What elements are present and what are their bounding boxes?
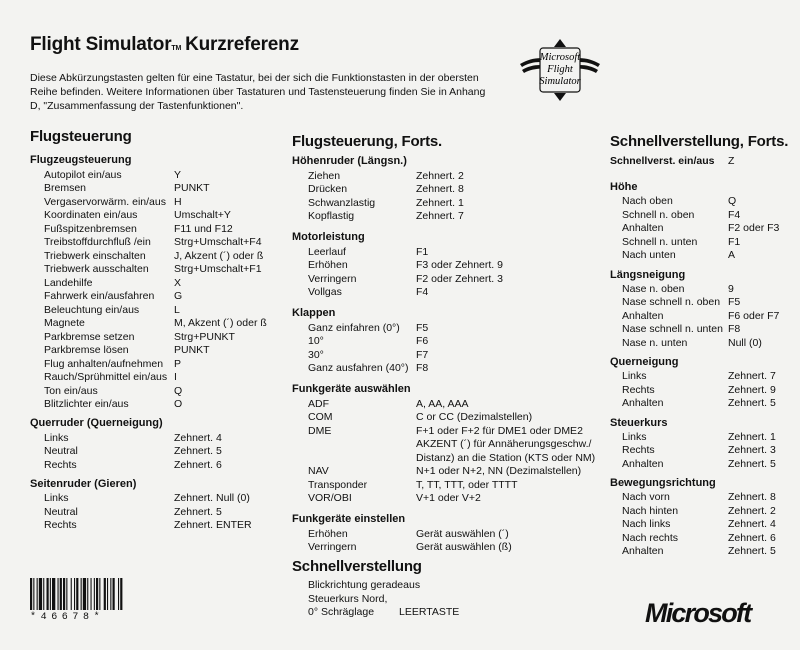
- function-label: Ziehen: [308, 169, 341, 182]
- key-shortcut: Strg+Umschalt+F4: [174, 236, 262, 248]
- barcode-bar: [91, 578, 92, 610]
- key-row: [610, 518, 795, 532]
- function-label: Anhalten: [622, 309, 664, 322]
- function-label: Nach hinten: [622, 504, 679, 517]
- function-label: Steuerkurs Nord,: [308, 592, 388, 605]
- key-row: [610, 397, 795, 411]
- key-shortcut: I: [174, 371, 177, 383]
- intro-text: [30, 71, 500, 113]
- function-label: VOR/OBI: [308, 492, 352, 504]
- key-shortcut: Zehnert. 7: [416, 210, 464, 222]
- function-label: Vollgas: [308, 286, 342, 298]
- function-label: Nach unten: [622, 249, 676, 261]
- barcode-bar: [81, 578, 82, 610]
- key-row: [30, 519, 285, 533]
- key-shortcut: F+1 oder F+2 für DME1 oder DME2: [416, 424, 583, 437]
- key-shortcut: Zehnert. 5: [174, 505, 222, 518]
- key-row: [292, 579, 610, 593]
- function-label: Verringern: [308, 541, 357, 553]
- key-row: [30, 385, 285, 399]
- function-label: Links: [622, 370, 647, 382]
- section-heading: Funkgeräte auswählen: [292, 383, 411, 395]
- barcode-bar: [39, 578, 42, 610]
- barcode-bar: [107, 578, 108, 610]
- key-row: [30, 304, 285, 318]
- key-shortcut: 9: [728, 282, 734, 295]
- barcode-bar: [96, 578, 98, 610]
- function-label: Links: [622, 430, 647, 443]
- key-shortcut: Zehnert. 4: [728, 518, 776, 530]
- key-row: [30, 459, 285, 473]
- intro-line: Reihe befinden. Weitere Informationen über Tastaturen und Tastensteuerung finden Sie in Anhang: [30, 86, 486, 98]
- function-label: Nach oben: [622, 195, 673, 207]
- logo-line-2: Flight: [547, 64, 573, 75]
- key-shortcut: F3 oder Zehnert. 9: [416, 259, 503, 271]
- key-shortcut: F2 oder F3: [728, 222, 780, 234]
- function-label: Parkbremse lösen: [44, 344, 129, 356]
- barcode-number: *46678*: [30, 612, 105, 623]
- function-label: Nase schnell n. oben: [622, 296, 721, 308]
- key-shortcut: F8: [416, 362, 429, 374]
- function-label: Nase n. oben: [622, 282, 685, 295]
- key-row: [292, 398, 610, 412]
- function-label: Rechts: [44, 458, 77, 471]
- key-shortcut: Zehnert. 5: [728, 545, 776, 557]
- barcode-bar: [52, 578, 55, 610]
- section-heading: Funkgeräte einstellen: [292, 513, 406, 525]
- function-label: Nach links: [622, 518, 671, 530]
- key-shortcut: X: [174, 276, 182, 289]
- key-row: [30, 209, 285, 223]
- key-row: [292, 259, 610, 273]
- key-shortcut: Zehnert. 5: [728, 397, 776, 409]
- function-label: 30°: [308, 348, 324, 361]
- key-row: [30, 506, 285, 520]
- barcode-bar: [66, 578, 67, 610]
- key-shortcut: H: [174, 195, 182, 208]
- barcode-bar: [120, 578, 122, 610]
- key-shortcut: T, TT, TTT, oder TTTT: [416, 478, 518, 491]
- key-row: [30, 331, 285, 345]
- barcode: [30, 578, 160, 610]
- function-label: Koordinaten ein/aus: [44, 209, 138, 221]
- key-shortcut: F4: [728, 208, 741, 221]
- key-shortcut: PUNKT: [174, 182, 210, 194]
- function-label: 10°: [308, 335, 324, 347]
- key-row: [30, 196, 285, 210]
- key-shortcut: M, Akzent (´) oder ß: [174, 317, 267, 329]
- key-shortcut: Zehnert. 8: [728, 491, 776, 503]
- key-row: [292, 606, 610, 620]
- barcode-bar: [63, 578, 65, 610]
- barcode-bar: [74, 578, 75, 610]
- column-heading: Flugsteuerung: [30, 128, 132, 145]
- function-label: Schnellverst. ein/aus: [610, 155, 715, 167]
- barcode-bar: [76, 578, 78, 610]
- key-shortcut: Zehnert. 2: [416, 169, 464, 182]
- function-label: Links: [44, 431, 69, 444]
- key-row: [292, 438, 610, 452]
- logo-line-3: Simulator: [539, 76, 581, 87]
- function-label: Neutral: [44, 505, 78, 518]
- trademark-mark: TM: [171, 45, 182, 52]
- key-shortcut: Zehnert. 4: [174, 431, 222, 444]
- key-shortcut: Zehnert. 2: [728, 504, 776, 517]
- key-row: [610, 337, 795, 351]
- function-label: Transponder: [308, 478, 368, 491]
- key-shortcut: Zehnert. 1: [416, 196, 464, 209]
- intro-line: D, "Zusammenfassung der Tastenfunktionen".: [30, 100, 244, 112]
- key-shortcut: Zehnert. 5: [728, 457, 776, 470]
- key-shortcut: PUNKT: [174, 344, 210, 356]
- key-row: [610, 195, 795, 209]
- key-shortcut: Zehnert. 5: [174, 445, 222, 457]
- key-shortcut: A, AA, AAA: [416, 397, 469, 410]
- function-label: Schnell n. unten: [622, 235, 698, 248]
- key-row: [610, 532, 795, 546]
- key-row: [610, 458, 795, 472]
- key-shortcut: Zehnert. 3: [728, 444, 776, 456]
- key-row: [292, 593, 610, 607]
- key-row: [610, 209, 795, 223]
- barcode-bar: [71, 578, 72, 610]
- key-row: [610, 384, 795, 398]
- key-shortcut: Distanz) an die Station (KTS oder NM): [416, 451, 596, 464]
- section-heading: Seitenruder (Gieren): [30, 477, 137, 490]
- section-heading: Höhenruder (Längsn.): [292, 155, 407, 167]
- key-row: [610, 491, 795, 505]
- key-shortcut: C or CC (Dezimalstellen): [416, 411, 533, 423]
- function-label: Neutral: [44, 445, 78, 457]
- function-label: Magnete: [44, 317, 85, 329]
- function-label: NAV: [308, 465, 329, 477]
- key-row: [610, 249, 795, 263]
- subsection-heading: Schnellverstellung: [292, 558, 422, 575]
- section-heading: Querruder (Querneigung): [30, 417, 163, 429]
- key-shortcut: Y: [174, 168, 182, 181]
- key-row: [30, 182, 285, 196]
- function-label: Beleuchtung ein/aus: [44, 303, 140, 316]
- function-label: Landehilfe: [44, 276, 93, 289]
- key-row: [30, 223, 285, 237]
- function-label: Ton ein/aus: [44, 384, 98, 397]
- key-shortcut: Zehnert. 9: [728, 383, 776, 396]
- function-label: Triebwerk einschalten: [44, 249, 146, 262]
- key-shortcut: Zehnert. 6: [728, 531, 776, 544]
- key-shortcut: V+1 oder V+2: [416, 492, 481, 504]
- function-label: Nase schnell n. unten: [622, 323, 723, 335]
- section-heading: Motorleistung: [292, 231, 365, 243]
- key-shortcut: F1: [728, 235, 741, 248]
- key-shortcut: AKZENT (´) für Annäherungsgeschw./: [416, 438, 592, 450]
- key-row: [292, 452, 610, 466]
- key-row: [30, 358, 285, 372]
- key-row: [292, 479, 610, 493]
- intro-line: Diese Abkürzungstasten gelten für eine Tastatur, bei der sich die Funktionstasten in der obersten: [30, 72, 479, 84]
- key-shortcut: LEERTASTE: [399, 606, 460, 618]
- key-shortcut: Null (0): [728, 336, 762, 349]
- barcode-bar: [110, 578, 111, 610]
- key-shortcut: F1: [416, 245, 429, 258]
- key-row: [292, 465, 610, 479]
- key-row: [610, 505, 795, 519]
- function-label: Triebwerk ausschalten: [44, 263, 149, 275]
- key-shortcut: F6: [416, 335, 429, 347]
- key-row: [292, 541, 610, 555]
- function-label: Anhalten: [622, 545, 664, 557]
- key-shortcut: L: [174, 303, 180, 316]
- barcode-bar: [118, 578, 119, 610]
- key-row: [610, 296, 795, 310]
- function-label: 0° Schräglage: [308, 606, 375, 618]
- barcode-bar: [83, 578, 86, 610]
- key-shortcut: Gerät auswählen (´): [416, 527, 509, 540]
- key-row: [292, 246, 610, 260]
- key-row: [292, 425, 610, 439]
- barcode-bar: [30, 578, 32, 610]
- barcode-bar: [99, 578, 100, 610]
- function-label: Anhalten: [622, 397, 664, 409]
- key-shortcut: Zehnert. 8: [416, 183, 464, 195]
- barcode-bar: [50, 578, 51, 610]
- function-label: DME: [308, 424, 332, 437]
- key-shortcut: A: [728, 249, 736, 261]
- barcode-bar: [87, 578, 88, 610]
- key-row: [30, 432, 285, 446]
- function-label: Blitzlichter ein/aus: [44, 398, 129, 410]
- key-row: [610, 283, 795, 297]
- key-shortcut: F5: [416, 321, 429, 334]
- key-shortcut: Zehnert. ENTER: [174, 519, 252, 531]
- key-row: [292, 349, 610, 363]
- function-label: Parkbremse setzen: [44, 330, 135, 343]
- key-shortcut: Q: [728, 195, 737, 207]
- key-row: [292, 170, 610, 184]
- barcode-bar: [60, 578, 62, 610]
- key-shortcut: N+1 oder N+2, NN (Dezimalstellen): [416, 465, 582, 477]
- key-row: [610, 222, 795, 236]
- page-title: [30, 34, 299, 56]
- key-row: [292, 183, 610, 197]
- function-label: Rechts: [44, 519, 77, 531]
- key-shortcut: P: [174, 357, 182, 370]
- function-label: Bremsen: [44, 182, 87, 194]
- key-row: [30, 398, 285, 412]
- barcode-bar: [37, 578, 38, 610]
- key-row: [292, 528, 610, 542]
- key-shortcut: Gerät auswählen (ß): [416, 541, 512, 553]
- function-label: Erhöhen: [308, 259, 348, 271]
- microsoft-logo: Microsoft: [645, 598, 751, 628]
- key-row: [610, 444, 795, 458]
- key-shortcut: Strg+PUNKT: [174, 330, 235, 343]
- barcode-bar: [58, 578, 59, 610]
- function-label: Flug anhalten/aufnehmen: [44, 357, 164, 370]
- function-label: Schwanzlastig: [308, 196, 376, 209]
- key-row: [30, 263, 285, 277]
- barcode-bar: [33, 578, 34, 610]
- function-label: Anhalten: [622, 457, 664, 470]
- key-row: [292, 197, 610, 211]
- section-heading: Höhe: [610, 181, 638, 193]
- function-label: Erhöhen: [308, 527, 348, 540]
- flight-simulator-logo: [518, 38, 602, 102]
- barcode-bar: [104, 578, 106, 610]
- key-row: [610, 545, 795, 559]
- key-row: [30, 445, 285, 459]
- key-shortcut: J, Akzent (´) oder ß: [174, 249, 264, 262]
- key-row: [610, 236, 795, 250]
- function-label: Rauch/Sprühmittel ein/aus: [44, 371, 168, 383]
- key-row: [292, 362, 610, 376]
- function-label: Schnell n. oben: [622, 208, 695, 221]
- key-shortcut: Strg+Umschalt+F1: [174, 263, 262, 275]
- title-subtitle: Kurzreferenz: [185, 34, 299, 55]
- key-row: [292, 273, 610, 287]
- key-shortcut: F4: [416, 286, 429, 298]
- key-shortcut: F2 oder Zehnert. 3: [416, 272, 503, 285]
- key-shortcut: O: [174, 398, 183, 410]
- key-shortcut: F5: [728, 296, 741, 308]
- key-shortcut: Zehnert. 1: [728, 430, 776, 443]
- column-heading: Flugsteuerung, Forts.: [292, 133, 442, 150]
- key-row: [30, 371, 285, 385]
- key-shortcut: Zehnert. 7: [728, 370, 776, 382]
- key-row: [610, 323, 795, 337]
- key-row: [610, 370, 795, 384]
- function-label: Verringern: [308, 272, 357, 285]
- key-row: [292, 286, 610, 300]
- function-label: Nase n. unten: [622, 336, 688, 349]
- section-heading: Steuerkurs: [610, 416, 668, 429]
- function-label: Ganz einfahren (0°): [308, 321, 400, 334]
- function-label: Autopilot ein/aus: [44, 168, 122, 181]
- key-row: [30, 344, 285, 358]
- function-label: Rechts: [622, 444, 655, 456]
- key-row: [610, 155, 795, 169]
- key-shortcut: Umschalt+Y: [174, 209, 231, 221]
- function-label: Nach rechts: [622, 531, 679, 544]
- barcode-bar: [94, 578, 95, 610]
- key-shortcut: G: [174, 290, 183, 302]
- key-shortcut: Zehnert. Null (0): [174, 492, 250, 504]
- section-heading: Bewegungsrichtung: [610, 477, 716, 489]
- function-label: Drücken: [308, 183, 348, 195]
- function-label: Rechts: [622, 383, 655, 396]
- key-row: [292, 411, 610, 425]
- barcode-bar: [47, 578, 49, 610]
- key-row: [30, 492, 285, 506]
- title-product: Flight Simulator: [30, 34, 172, 55]
- key-row: [30, 317, 285, 331]
- key-shortcut: F11 und F12: [174, 222, 233, 235]
- key-row: [292, 322, 610, 336]
- key-row: [30, 290, 285, 304]
- key-shortcut: F6 oder F7: [728, 309, 780, 322]
- key-shortcut: Z: [728, 155, 735, 167]
- section-heading: Längsneigung: [610, 268, 686, 281]
- key-row: [30, 277, 285, 291]
- section-heading: Flugzeugsteuerung: [30, 154, 132, 166]
- function-label: Fahrwerk ein/ausfahren: [44, 290, 155, 302]
- function-label: COM: [308, 411, 333, 423]
- function-label: Blickrichtung geradeaus: [308, 579, 421, 591]
- section-heading: Klappen: [292, 307, 336, 319]
- key-shortcut: Zehnert. 6: [174, 458, 222, 471]
- function-label: Anhalten: [622, 222, 664, 234]
- function-label: Kopflastig: [308, 210, 355, 222]
- function-label: Vergaservorwärm. ein/aus: [44, 195, 166, 208]
- function-label: Nach vorn: [622, 491, 670, 503]
- function-label: Ganz ausfahren (40°): [308, 362, 409, 374]
- key-row: [292, 335, 610, 349]
- function-label: Fußspitzenbremsen: [44, 222, 137, 235]
- key-shortcut: F7: [416, 348, 429, 361]
- logo-line-1: Microsoft: [539, 52, 581, 63]
- section-heading: Querneigung: [610, 356, 679, 368]
- column-heading: Schnellverstellung, Forts.: [610, 133, 789, 150]
- key-row: [30, 169, 285, 183]
- key-row: [292, 492, 610, 506]
- function-label: Leerlauf: [308, 245, 346, 258]
- barcode-bar: [113, 578, 115, 610]
- key-shortcut: F8: [728, 323, 741, 335]
- function-label: ADF: [308, 397, 329, 410]
- key-row: [610, 310, 795, 324]
- key-row: [30, 250, 285, 264]
- key-row: [30, 236, 285, 250]
- barcode-bar: [43, 578, 44, 610]
- key-shortcut: Q: [174, 384, 183, 397]
- key-row: [292, 210, 610, 224]
- function-label: Treibstoffdurchfluß /ein: [44, 236, 151, 248]
- key-row: [610, 431, 795, 445]
- function-label: Links: [44, 492, 69, 504]
